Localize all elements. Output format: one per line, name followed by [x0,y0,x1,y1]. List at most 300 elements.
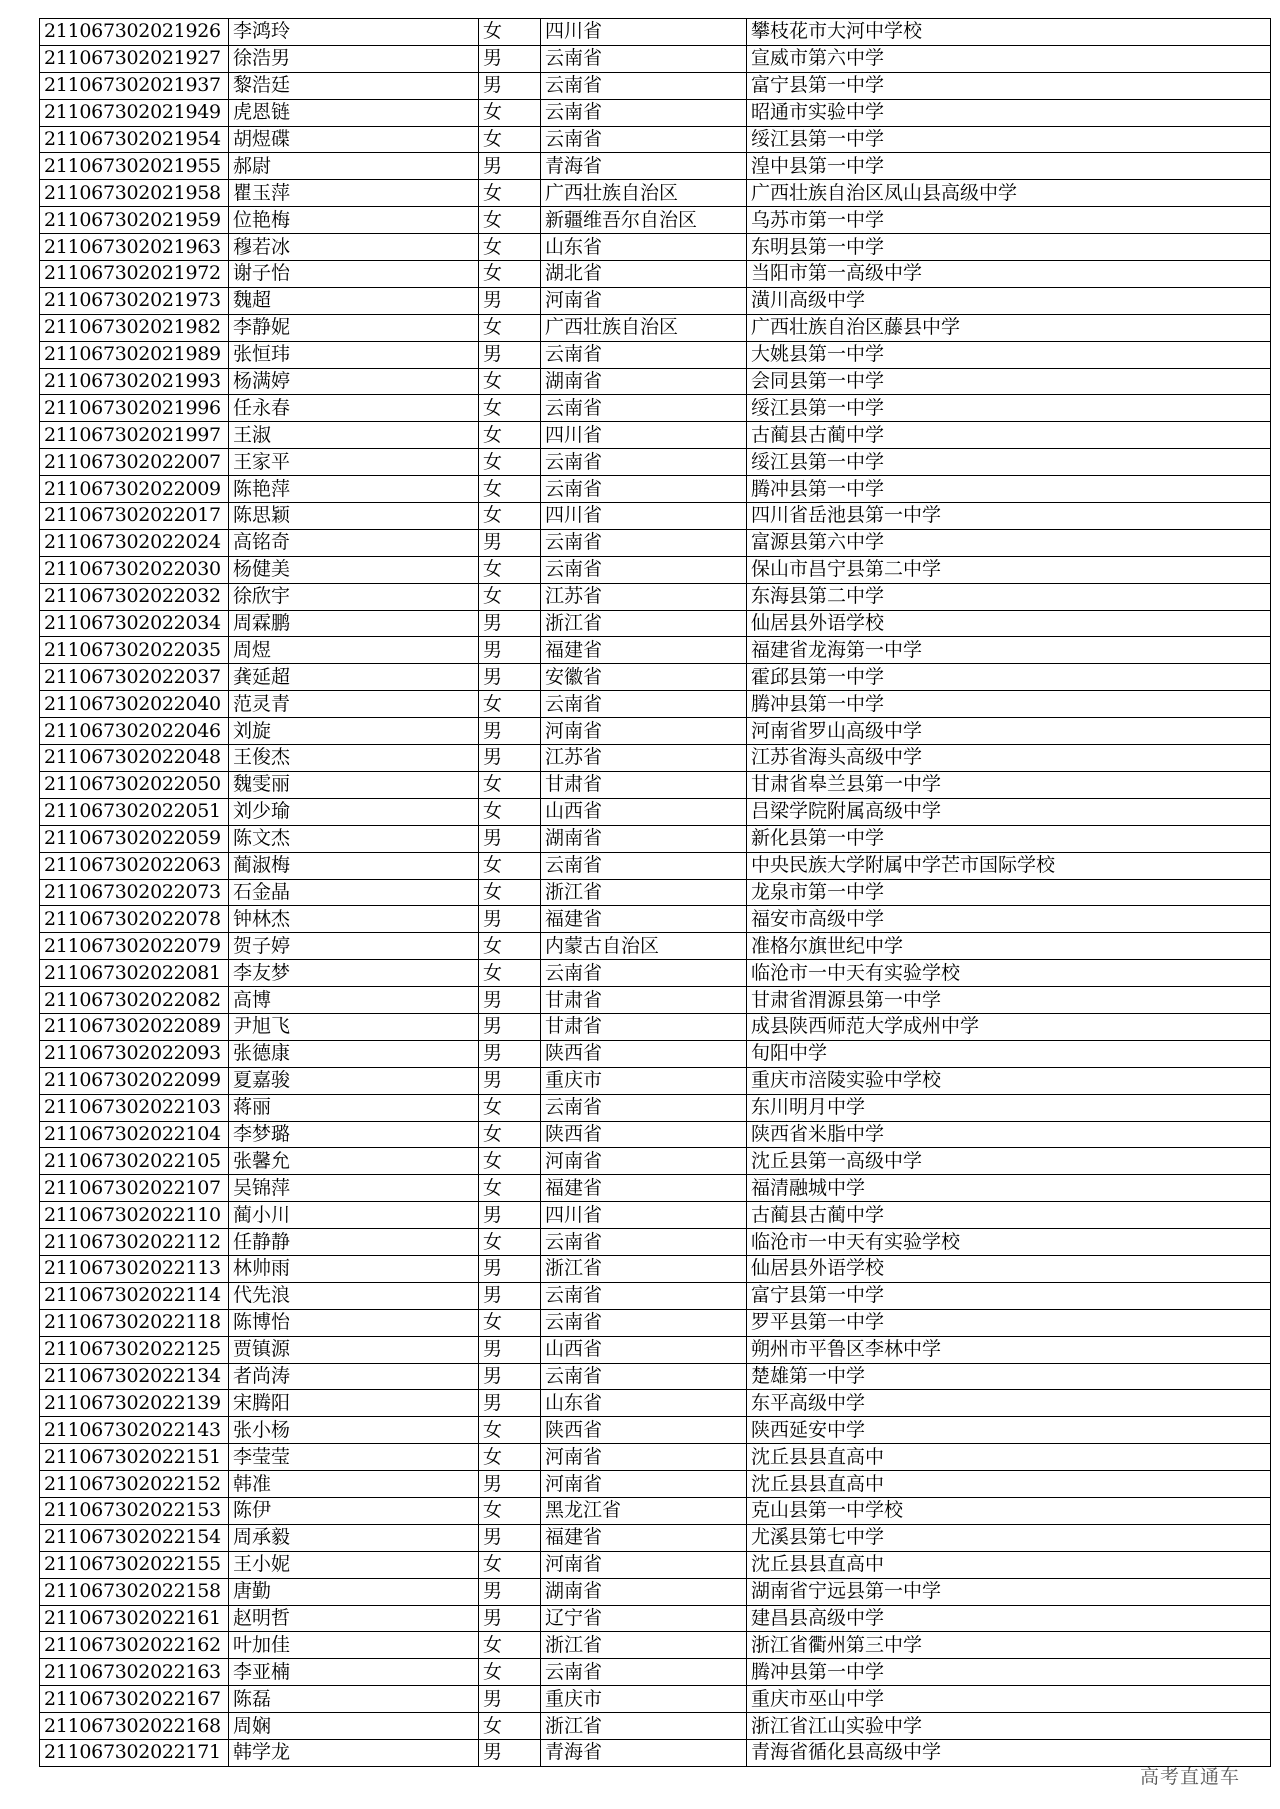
province-cell: 河南省 [541,1551,747,1578]
school-cell: 古蔺县古蔺中学 [747,1202,1271,1229]
student-id-cell: 211067302022081 [40,960,229,987]
school-cell: 青海省循化县高级中学 [747,1740,1271,1767]
table-row [40,664,1271,691]
name-cell: 者尚涛 [229,1363,479,1390]
gender-cell: 男 [479,153,541,180]
school-cell: 东明县第一中学 [747,234,1271,261]
table-row [40,395,1271,422]
gender-cell: 女 [479,960,541,987]
school-cell: 尤溪县第七中学 [747,1524,1271,1551]
student-id-cell: 211067302021982 [40,314,229,341]
school-cell: 仙居县外语学校 [747,1255,1271,1282]
gender-cell: 女 [479,99,541,126]
school-cell: 成县陕西师范大学成州中学 [747,1013,1271,1040]
name-cell: 龚延超 [229,664,479,691]
table-row [40,153,1271,180]
watermark-text: 高考直通车 [1140,1766,1241,1788]
province-cell: 云南省 [541,99,747,126]
province-cell: 江苏省 [541,745,747,772]
province-cell: 湖北省 [541,261,747,288]
gender-cell: 女 [479,771,541,798]
gender-cell: 男 [479,664,541,691]
province-cell: 浙江省 [541,1255,747,1282]
school-cell: 会同县第一中学 [747,368,1271,395]
name-cell: 张馨允 [229,1148,479,1175]
school-cell: 龙泉市第一中学 [747,879,1271,906]
name-cell: 陈思颖 [229,503,479,530]
student-id-cell: 211067302022050 [40,771,229,798]
student-id-cell: 211067302022107 [40,1175,229,1202]
school-cell: 四川省岳池县第一中学 [747,503,1271,530]
table-row [40,126,1271,153]
table-row [40,1471,1271,1498]
student-id-cell: 211067302021959 [40,207,229,234]
school-cell: 沈丘县第一高级中学 [747,1148,1271,1175]
school-cell: 楚雄第一中学 [747,1363,1271,1390]
student-id-cell: 211067302022163 [40,1659,229,1686]
student-id-cell: 211067302022152 [40,1471,229,1498]
school-cell: 沈丘县县直高中 [747,1471,1271,1498]
gender-cell: 女 [479,1148,541,1175]
gender-cell: 女 [479,933,541,960]
name-cell: 夏嘉骏 [229,1067,479,1094]
school-cell: 重庆市涪陵实验中学校 [747,1067,1271,1094]
province-cell: 云南省 [541,1282,747,1309]
student-id-cell: 211067302022007 [40,449,229,476]
student-id-cell: 211067302022114 [40,1282,229,1309]
school-cell: 朔州市平鲁区李林中学 [747,1336,1271,1363]
province-cell: 河南省 [541,1444,747,1471]
name-cell: 黎浩廷 [229,72,479,99]
school-cell: 当阳市第一高级中学 [747,261,1271,288]
student-id-cell: 211067302022082 [40,987,229,1014]
student-id-cell: 211067302022161 [40,1605,229,1632]
table-row [40,1497,1271,1524]
student-id-cell: 211067302021926 [40,19,229,46]
student-id-cell: 211067302022079 [40,933,229,960]
province-cell: 陕西省 [541,1040,747,1067]
student-id-cell: 211067302022035 [40,637,229,664]
student-id-cell: 211067302022103 [40,1094,229,1121]
province-cell: 甘肃省 [541,771,747,798]
province-cell: 浙江省 [541,1713,747,1740]
table-row [40,718,1271,745]
table-row [40,1713,1271,1740]
name-cell: 宋腾阳 [229,1390,479,1417]
school-cell: 江苏省海头高级中学 [747,745,1271,772]
table-row [40,99,1271,126]
gender-cell: 女 [479,1551,541,1578]
table-row [40,1390,1271,1417]
name-cell: 林帅雨 [229,1255,479,1282]
name-cell: 陈磊 [229,1686,479,1713]
gender-cell: 男 [479,45,541,72]
table-row [40,45,1271,72]
province-cell: 重庆市 [541,1067,747,1094]
admission-list-body [40,19,1271,1767]
school-cell: 福安市高级中学 [747,906,1271,933]
table-row [40,1040,1271,1067]
school-cell: 东平高级中学 [747,1390,1271,1417]
school-cell: 仙居县外语学校 [747,610,1271,637]
province-cell: 湖南省 [541,1578,747,1605]
name-cell: 高铭奇 [229,529,479,556]
table-row [40,1067,1271,1094]
school-cell: 古蔺县古蔺中学 [747,422,1271,449]
student-id-cell: 211067302022046 [40,718,229,745]
name-cell: 蔺淑梅 [229,852,479,879]
gender-cell: 男 [479,745,541,772]
student-id-cell: 211067302021996 [40,395,229,422]
school-cell: 准格尔旗世纪中学 [747,933,1271,960]
student-id-cell: 211067302022024 [40,529,229,556]
student-id-cell: 211067302021955 [40,153,229,180]
gender-cell: 女 [479,1417,541,1444]
gender-cell: 男 [479,637,541,664]
gender-cell: 女 [479,395,541,422]
province-cell: 云南省 [541,852,747,879]
school-cell: 广西壮族自治区藤县中学 [747,314,1271,341]
province-cell: 云南省 [541,1363,747,1390]
school-cell: 绥江县第一中学 [747,449,1271,476]
school-cell: 建昌县高级中学 [747,1605,1271,1632]
table-row [40,1282,1271,1309]
school-cell: 新化县第一中学 [747,825,1271,852]
student-id-cell: 211067302022034 [40,610,229,637]
gender-cell: 男 [479,1524,541,1551]
province-cell: 陕西省 [541,1121,747,1148]
province-cell: 青海省 [541,1740,747,1767]
school-cell: 陕西延安中学 [747,1417,1271,1444]
student-id-cell: 211067302022089 [40,1013,229,1040]
gender-cell: 女 [479,1632,541,1659]
name-cell: 王淑 [229,422,479,449]
name-cell: 虎恩链 [229,99,479,126]
gender-cell: 女 [479,368,541,395]
province-cell: 广西壮族自治区 [541,180,747,207]
school-cell: 旬阳中学 [747,1040,1271,1067]
name-cell: 周娴 [229,1713,479,1740]
table-row [40,449,1271,476]
province-cell: 陕西省 [541,1417,747,1444]
school-cell: 广西壮族自治区凤山县高级中学 [747,180,1271,207]
student-id-cell: 211067302021954 [40,126,229,153]
gender-cell: 女 [479,422,541,449]
province-cell: 云南省 [541,1094,747,1121]
name-cell: 魏超 [229,287,479,314]
table-row [40,1094,1271,1121]
gender-cell: 女 [479,503,541,530]
gender-cell: 男 [479,1282,541,1309]
province-cell: 湖南省 [541,368,747,395]
table-row [40,1255,1271,1282]
gender-cell: 女 [479,798,541,825]
name-cell: 赵明哲 [229,1605,479,1632]
school-cell: 霍邱县第一中学 [747,664,1271,691]
gender-cell: 女 [479,1444,541,1471]
school-cell: 甘肃省皋兰县第一中学 [747,771,1271,798]
province-cell: 辽宁省 [541,1605,747,1632]
student-id-cell: 211067302021958 [40,180,229,207]
gender-cell: 男 [479,1336,541,1363]
table-row [40,529,1271,556]
name-cell: 王家平 [229,449,479,476]
student-id-cell: 211067302022168 [40,1713,229,1740]
student-id-cell: 211067302021937 [40,72,229,99]
table-row [40,314,1271,341]
student-id-cell: 211067302022171 [40,1740,229,1767]
table-row [40,637,1271,664]
table-row [40,933,1271,960]
province-cell: 黑龙江省 [541,1497,747,1524]
table-row [40,72,1271,99]
name-cell: 石金晶 [229,879,479,906]
province-cell: 浙江省 [541,610,747,637]
school-cell: 福清融城中学 [747,1175,1271,1202]
province-cell: 浙江省 [541,879,747,906]
gender-cell: 男 [479,1740,541,1767]
name-cell: 任静静 [229,1229,479,1256]
table-row [40,1229,1271,1256]
gender-cell: 女 [479,1229,541,1256]
student-id-cell: 211067302021993 [40,368,229,395]
table-row [40,1121,1271,1148]
province-cell: 云南省 [541,1309,747,1336]
name-cell: 贺子婷 [229,933,479,960]
table-row [40,1686,1271,1713]
school-cell: 临沧市一中天有实验学校 [747,1229,1271,1256]
student-id-cell: 211067302022037 [40,664,229,691]
table-row [40,476,1271,503]
gender-cell: 女 [479,1175,541,1202]
province-cell: 广西壮族自治区 [541,314,747,341]
name-cell: 高博 [229,987,479,1014]
student-id-cell: 211067302022158 [40,1578,229,1605]
province-cell: 重庆市 [541,1686,747,1713]
student-id-cell: 211067302022112 [40,1229,229,1256]
student-id-cell: 211067302022048 [40,745,229,772]
province-cell: 云南省 [541,45,747,72]
province-cell: 四川省 [541,503,747,530]
gender-cell: 女 [479,449,541,476]
name-cell: 蔺小川 [229,1202,479,1229]
gender-cell: 女 [479,180,541,207]
name-cell: 刘少瑜 [229,798,479,825]
table-row [40,1740,1271,1767]
school-cell: 腾冲县第一中学 [747,691,1271,718]
table-row [40,610,1271,637]
school-cell: 腾冲县第一中学 [747,476,1271,503]
gender-cell: 女 [479,1659,541,1686]
school-cell: 绥江县第一中学 [747,395,1271,422]
gender-cell: 女 [479,476,541,503]
province-cell: 福建省 [541,906,747,933]
province-cell: 河南省 [541,287,747,314]
school-cell: 浙江省江山实验中学 [747,1713,1271,1740]
school-cell: 浙江省衢州第三中学 [747,1632,1271,1659]
gender-cell: 女 [479,234,541,261]
student-id-cell: 211067302022143 [40,1417,229,1444]
student-id-cell: 211067302021973 [40,287,229,314]
gender-cell: 男 [479,1578,541,1605]
student-id-cell: 211067302022059 [40,825,229,852]
table-row [40,745,1271,772]
gender-cell: 男 [479,1255,541,1282]
school-cell: 东川明月中学 [747,1094,1271,1121]
province-cell: 云南省 [541,449,747,476]
table-row [40,987,1271,1014]
gender-cell: 女 [479,1121,541,1148]
name-cell: 尹旭飞 [229,1013,479,1040]
name-cell: 陈博怡 [229,1309,479,1336]
province-cell: 福建省 [541,1524,747,1551]
table-row [40,960,1271,987]
table-row [40,691,1271,718]
name-cell: 张恒玮 [229,341,479,368]
gender-cell: 女 [479,583,541,610]
province-cell: 云南省 [541,529,747,556]
province-cell: 云南省 [541,72,747,99]
name-cell: 李莹莹 [229,1444,479,1471]
table-row [40,422,1271,449]
table-row [40,180,1271,207]
province-cell: 内蒙古自治区 [541,933,747,960]
province-cell: 河南省 [541,1148,747,1175]
name-cell: 任永春 [229,395,479,422]
gender-cell: 男 [479,610,541,637]
name-cell: 范灵青 [229,691,479,718]
student-id-cell: 211067302021972 [40,261,229,288]
student-id-cell: 211067302022110 [40,1202,229,1229]
table-row [40,1148,1271,1175]
table-row [40,852,1271,879]
table-row [40,1336,1271,1363]
name-cell: 李静妮 [229,314,479,341]
table-row [40,1363,1271,1390]
name-cell: 钟林杰 [229,906,479,933]
student-id-cell: 211067302022105 [40,1148,229,1175]
table-row [40,234,1271,261]
gender-cell: 女 [479,19,541,46]
table-row [40,1417,1271,1444]
student-id-cell: 211067302022125 [40,1336,229,1363]
student-id-cell: 211067302022139 [40,1390,229,1417]
school-cell: 攀枝花市大河中学校 [747,19,1271,46]
student-id-cell: 211067302022099 [40,1067,229,1094]
province-cell: 云南省 [541,691,747,718]
student-id-cell: 211067302022030 [40,556,229,583]
table-row [40,906,1271,933]
table-row [40,1309,1271,1336]
table-row [40,1659,1271,1686]
gender-cell: 女 [479,1309,541,1336]
student-id-cell: 211067302022151 [40,1444,229,1471]
name-cell: 叶加佳 [229,1632,479,1659]
province-cell: 甘肃省 [541,987,747,1014]
province-cell: 河南省 [541,1471,747,1498]
school-cell: 重庆市巫山中学 [747,1686,1271,1713]
gender-cell: 女 [479,314,541,341]
table-row [40,1202,1271,1229]
province-cell: 福建省 [541,1175,747,1202]
province-cell: 四川省 [541,422,747,449]
school-cell: 克山县第一中学校 [747,1497,1271,1524]
school-cell: 湟中县第一中学 [747,153,1271,180]
student-id-cell: 211067302022118 [40,1309,229,1336]
student-id-cell: 211067302022162 [40,1632,229,1659]
name-cell: 陈伊 [229,1497,479,1524]
name-cell: 杨健美 [229,556,479,583]
province-cell: 湖南省 [541,825,747,852]
province-cell: 山东省 [541,234,747,261]
school-cell: 福建省龙海第一中学 [747,637,1271,664]
school-cell: 临沧市一中天有实验学校 [747,960,1271,987]
school-cell: 罗平县第一中学 [747,1309,1271,1336]
table-row [40,1524,1271,1551]
table-row [40,503,1271,530]
school-cell: 沈丘县县直高中 [747,1551,1271,1578]
province-cell: 云南省 [541,556,747,583]
name-cell: 贾镇源 [229,1336,479,1363]
table-row [40,1013,1271,1040]
school-cell: 中央民族大学附属中学芒市国际学校 [747,852,1271,879]
name-cell: 韩准 [229,1471,479,1498]
name-cell: 周煜 [229,637,479,664]
table-row [40,1578,1271,1605]
gender-cell: 男 [479,1067,541,1094]
name-cell: 李鸿玲 [229,19,479,46]
school-cell: 吕梁学院附属高级中学 [747,798,1271,825]
student-id-cell: 211067302021997 [40,422,229,449]
gender-cell: 男 [479,287,541,314]
gender-cell: 女 [479,126,541,153]
name-cell: 张小杨 [229,1417,479,1444]
school-cell: 宣威市第六中学 [747,45,1271,72]
name-cell: 位艳梅 [229,207,479,234]
student-id-cell: 211067302022032 [40,583,229,610]
table-row [40,261,1271,288]
gender-cell: 男 [479,1686,541,1713]
student-id-cell: 211067302022134 [40,1363,229,1390]
table-row [40,287,1271,314]
gender-cell: 男 [479,1040,541,1067]
gender-cell: 女 [479,556,541,583]
name-cell: 韩学龙 [229,1740,479,1767]
name-cell: 吴锦萍 [229,1175,479,1202]
table-row [40,341,1271,368]
name-cell: 魏雯丽 [229,771,479,798]
school-cell: 东海县第二中学 [747,583,1271,610]
school-cell: 沈丘县县直高中 [747,1444,1271,1471]
gender-cell: 女 [479,261,541,288]
province-cell: 云南省 [541,1229,747,1256]
name-cell: 谢子怡 [229,261,479,288]
name-cell: 瞿玉萍 [229,180,479,207]
gender-cell: 男 [479,341,541,368]
student-id-cell: 211067302022017 [40,503,229,530]
province-cell: 云南省 [541,126,747,153]
province-cell: 云南省 [541,341,747,368]
gender-cell: 男 [479,1013,541,1040]
student-id-cell: 211067302022063 [40,852,229,879]
school-cell: 大姚县第一中学 [747,341,1271,368]
table-row [40,1551,1271,1578]
name-cell: 徐浩男 [229,45,479,72]
table-row [40,368,1271,395]
name-cell: 周霖鹏 [229,610,479,637]
province-cell: 新疆维吾尔自治区 [541,207,747,234]
student-id-cell: 211067302022078 [40,906,229,933]
